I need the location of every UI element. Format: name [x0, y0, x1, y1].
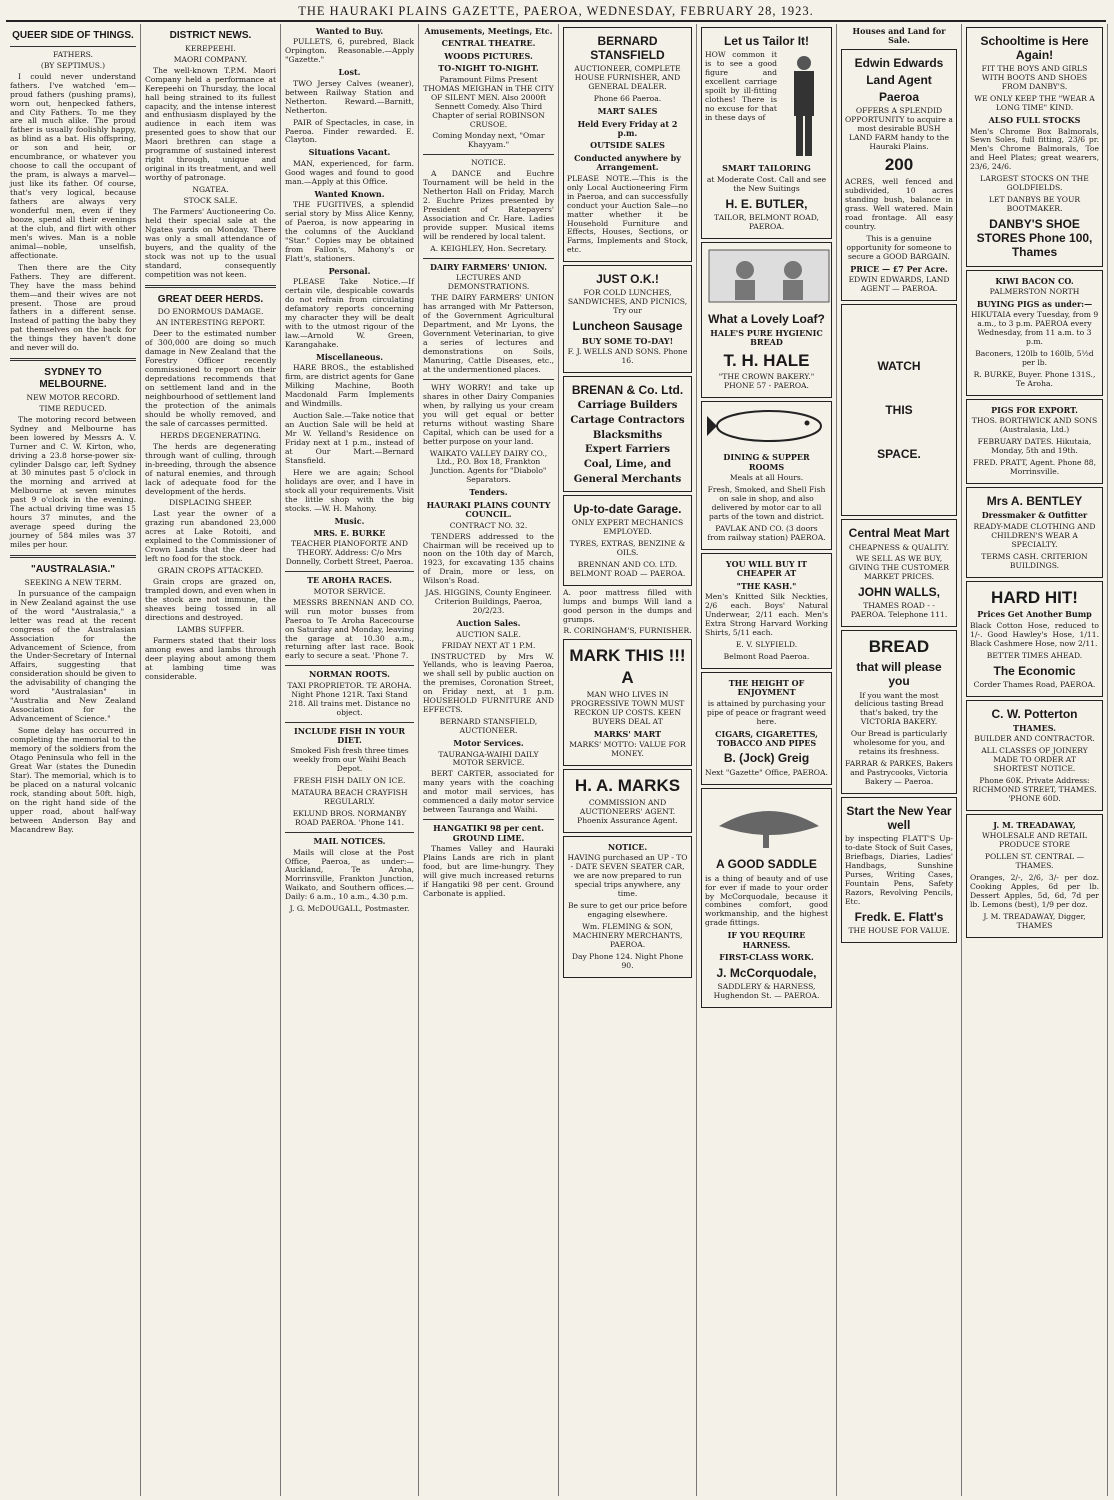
ad-text: BRENNAN AND CO. LTD. BELMONT ROAD — PAEROA. [569, 559, 686, 578]
ad-text: Corder Thames Road, PAEROA. [973, 679, 1096, 689]
ad-headline: 200 [884, 155, 914, 175]
classified-subheading: MOTOR SERVICE. [313, 586, 386, 596]
ad-text: Our Bread is particularly wholesome for you, and retains its freshness. [850, 729, 948, 757]
ad-text: HALE'S PURE HYGIENIC BREAD [710, 327, 823, 348]
ad-text: Day Phone 124. Night Phone 90. [571, 951, 684, 970]
classified-ad: INSTRUCTED by Mrs W. Yellands, who is leaving Paeroa, we shall sell by public auction on the premises, Coronation Street, on Friday next, at 1 p.m. HOUSEHOLD FURNITURE AND EFFECTS. [423, 651, 554, 715]
ad-text: Meals at all Hours. [729, 473, 804, 483]
ad-text: "THE CROWN BAKERY." PHONE 57 - PAEROA. [718, 372, 815, 391]
classified-heading: Tenders. [469, 487, 508, 498]
classified-ad: BERT CARTER, associated for many years with the coaching and motor mail services, has commenced a daily motor service between Tauranga and Waihi. [423, 769, 554, 815]
ad-danbys [966, 27, 1103, 267]
article-subhead: KEREPEEHI. [185, 43, 236, 53]
advertiser-name: Paeroa [878, 90, 920, 105]
ad-edwin-edwards [841, 49, 957, 301]
classified-ad: WHY WORRY! and take up shares in other Dairy Companies when, by rallying us your cream you will get equal or better returns without wasting Share Capital, which can be used for a better purpose on your land. [423, 382, 554, 446]
ad-text: Cartage Contractors [570, 414, 685, 426]
ad-headline: Up-to-date Garage. [573, 501, 682, 516]
advertiser-name: Edwin Edwards [854, 55, 944, 70]
ad-headline: Luncheon Sausage [572, 319, 683, 334]
article-body: Some delay has occurred in completing the memorial to the memory of the soldiers from the Otago Peninsula who fell in the Great War (states the Dunedin Star). The memorial, which is to be placed on a natural volcanic rock, standing about 50ft. high, on the right hand side of the upper road, about half-way between Anderson Bay and Macandrew Bay. [10, 726, 136, 834]
classified-ad: EKLUND BROS. NORMANBY ROAD PAEROA. 'Phone 141. [292, 809, 407, 828]
classified-ad: A. poor mattress filled with lumps and bumps Will land a good person in the dumps and grumps. [563, 587, 692, 624]
article-body: In pursuance of the campaign in New Zealand against the use of the word "Australasia," a letter was read at the recent congress of the Australasian Association for the Advancement of Science, from the Under-Secretary of Internal Affairs, suggesting that consideration should be given to the advisability of changing the word "Australasian" in "Australia and New Zealand Association for the Advancement of Science." [10, 588, 136, 724]
classified-heading: Amusements, Meetings, Etc. [424, 26, 553, 36]
ad-text: FIT THE BOYS AND GIRLS WITH BOOTS AND SHOES FROM DANBY'S. [981, 64, 1088, 92]
classified-subheading: TAURANGA-WAIHI DAILY MOTOR SERVICE. [438, 749, 539, 768]
classified-ad: HARE BROS., the established firm, are district agents for Gane Milking Machine, Booth Macdonald Farm Implements and Windmills. [285, 363, 414, 409]
advertiser-name: H. A. MARKS [574, 776, 681, 796]
ad-text: FEBRUARY DATES. Hikutaia, Monday, 5th and 19th. [977, 437, 1092, 456]
ad-text: THE HOUSE FOR VALUE. [848, 926, 950, 936]
ad-text: MAN WHO LIVES IN PROGRESSIVE TOWN MUST RECKON UP COSTS. KEEN BUYERS DEAL AT [570, 690, 685, 726]
advertiser-name: TO-NIGHT TO-NIGHT. [438, 63, 539, 74]
ad-text: Coal, Lime, and [583, 459, 672, 471]
bakery-illustration [705, 246, 833, 306]
ad-text: J. M. TREADAWAY, Digger, THAMES [983, 912, 1086, 931]
ad-kiwi-bacon [966, 270, 1103, 396]
column-3 [281, 24, 419, 1496]
ad-text: TYRES, EXTRAS, BENZINE & OILS. [569, 538, 686, 557]
classified-ad: TWO Jersey Calves (weaner), between Railway Station and Netherton. Reward.—Barnitt, Netherton. [285, 78, 414, 115]
ad-bentley [966, 487, 1103, 577]
ad-headline: PIGS FOR EXPORT. [991, 405, 1078, 416]
ad-text: WHOLESALE AND RETAIL PRODUCE STORE [982, 831, 1087, 850]
classified-ad: MAN, experienced, for farm. Good wages and found to good man.—Apply at this Office. [285, 158, 414, 186]
ad-text: PALMERSTON NORTH [989, 287, 1080, 296]
ad-text: FOR COLD LUNCHES, SANDWICHES, AND PICNICS, Try our [567, 288, 688, 316]
byline: (BY SEPTIMUS.) [40, 60, 106, 70]
ad-text: E. V. SLYFIELD. [735, 639, 798, 649]
classified-heading: Wanted to Buy. [315, 26, 384, 36]
article-body: Deer to the estimated number of 300,000 are doing so much damage in New Zealand that the Forestry Officer recently commissioned to report on their depredations recommends that on settlement land and in the neighbourhood of settlement land the protection of the animals should be wholly removed, and the sale of carcasses permitted. [145, 329, 276, 428]
classified-subheading: FRIDAY NEXT AT 1 P.M. [441, 640, 536, 650]
ad-headline: MARK THIS !!! [569, 646, 686, 666]
classified-heading: Houses and Land for Sale. [852, 26, 946, 46]
ad-text: CHEAPNESS & QUALITY. [848, 542, 950, 552]
advertiser-name: MRS. E. BURKE [313, 528, 386, 538]
ad-text: POLLEN ST. CENTRAL — THAMES. [984, 852, 1085, 871]
column-5 [559, 24, 697, 1496]
ad-text: Oranges, 2/-, 2/6, 3/- per doz. Cooking Apples, 6d per lb. Dessert Apples, 5d, 6d, 7d per lb. Lemons (best), 1/9 per doz. [970, 873, 1099, 910]
masthead: THE HAURAKI PLAINS GAZETTE, PAEROA, WEDNESDAY, FEBRUARY 28, 1923. [6, 4, 1106, 22]
ad-potterton [966, 700, 1103, 811]
ad-text: COMMISSION AND AUCTIONEERS' AGENT. Phoenix Assurance Agent. [577, 798, 678, 826]
ad-headline: Start the New Year well [846, 804, 952, 833]
advertiser-name: HAURAKI PLAINS COUNTY COUNCIL. [426, 499, 551, 520]
advertiser-name: CENTRAL THEATRE. [441, 38, 536, 49]
article-subhead: TIME REDUCED. [39, 403, 107, 413]
ad-text: Blacksmiths [592, 429, 663, 441]
ad-text: FARRAR & PARKES, Bakers and Pastrycooks, Victoria Bakery — Paeroa. [845, 759, 953, 787]
article-subhead: FATHERS. [53, 49, 93, 59]
saddle-illustration [705, 792, 833, 852]
ad-mccorquodale [701, 788, 832, 1008]
classified-heading: Music. [334, 515, 365, 526]
ad-text: Black Cotton Hose, reduced to 1/-. Good Hawley's Hose, 1/11. Black Cashmere Hose, now 2/11. [970, 620, 1099, 648]
ad-central-meat-mart [841, 519, 957, 627]
classified-ad: THE DAIRY FARMERS' UNION has arranged with Mr Patterson, of the Government Agricultural Department, and Mr Lyons, the Government Veterinarian, to give a series of lectures and demonstrations on Soils, Manuring, Cattle Diseases, etc., at the undermentioned places. [423, 293, 554, 374]
ad-headline: DINING & SUPPER ROOMS [723, 452, 810, 472]
ad-headline: that will please you [856, 660, 942, 689]
advertiser-name: KIWI BACON CO. [995, 275, 1074, 286]
ad-pavlak [701, 401, 832, 550]
ad-text: OFFERS A SPLENDID OPPORTUNITY to acquire a most desirable BUSH LAND FARM handy to the Hauraki Plains. [845, 106, 953, 152]
article-subhead: LAMBS SUFFER. [176, 624, 245, 634]
advertiser-name: J. McCorquodale, [716, 965, 817, 980]
classified-heading: Situations Vacant. [308, 147, 391, 158]
column-2 [141, 24, 281, 1496]
ad-text: Men's Chrome Box Balmorals, Sewn Soles, full fitting, 23/6 pr. Men's Chrome Balmorals, Toe and Heel Plates; great wearers, 23/6, 24/6. [970, 126, 1099, 172]
ad-text: Wm. FLEMING & SON, MACHINERY MERCHANTS, PAEROA. [572, 922, 683, 949]
ad-text: at Moderate Cost. Call and see the New Suitings [706, 174, 827, 193]
column-6 [697, 24, 837, 1496]
ad-headline: HARD HIT! [991, 587, 1078, 607]
article-body: Then there are the City Fathers. They are different. They have the mass behind them—and their wives are not present. Those are proud fathers in a different sense. Instead of patting the baby they pat themselves on the back for the things they haven't done and never will do. [10, 262, 136, 353]
fish-logo-icon [705, 405, 833, 447]
ad-text: OUTSIDE SALES [590, 140, 665, 151]
article-body: Last year the owner of a grazing run abandoned 23,000 acres at Lake Rotoiti, and explained to the Commissioner of Crown Lands that the deer had left no food for the stock. [145, 509, 276, 564]
classified-heading: TE AROHA RACES. [307, 575, 392, 586]
classified-subheading: CONTRACT NO. 32. [449, 520, 528, 530]
article-body: I could never understand fathers. I've watched 'em—proud fathers (pushing prams), worn out, henpecked fathers, and City Fathers. To me they are all much alike. The proud father is usually foolishly happy, as blind as a bat. His offspring, or son and heir, or encumbrance, or whatever you choose to call the occupant of the pram, is always a marvel—just like its father. Of course, that's very logical, because fathers are always very wonderful men, even if they booze, spend all their evenings at the club, and flirt with other men's wives. Man is a noble animal—noble, unselfish, affectionate. [10, 71, 136, 260]
ad-text: FRED. PRATT, Agent. Phone 88, Morrinsville. [972, 458, 1097, 477]
ad-garage [563, 495, 692, 586]
ad-text: ONLY EXPERT MECHANICS EMPLOYED. [571, 517, 684, 536]
article-subhead: SEEKING A NEW TERM. [24, 577, 122, 587]
ad-text: ALL CLASSES OF JOINERY MADE TO ORDER AT SHORTEST NOTICE. [981, 746, 1088, 774]
ad-marks-mart [563, 639, 692, 766]
article-headline: "AUSTRALASIA." [31, 564, 115, 576]
classified-ad: TENDERS addressed to the Chairman will be received up to noon on the 10th day of March, 1923, for excavating 135 chains of Drain, more or less, on Wilson's Road. [423, 531, 554, 586]
column-8 [962, 24, 1108, 1496]
ad-text: If you want the most delicious tasting Bread that's baked, try the VICTORIA BAKERY. [854, 690, 944, 727]
ad-headline: NOTICE. [607, 841, 648, 852]
classified-heading: Personal. [328, 265, 371, 276]
ad-text: BUYING PIGS as under:— [976, 298, 1093, 309]
article-subhead: STOCK SALE. [183, 196, 238, 206]
article-subhead: AN INTERESTING REPORT. [156, 318, 265, 328]
ad-text: Phone 60K. Private Address: RICHMOND STREET, THAMES. 'PHONE 60D. [972, 776, 1097, 804]
article-subhead: HERDS DEGENERATING. [160, 430, 261, 440]
ad-text: is a thing of beauty and of use for ever if made to your order by McCorquodale, because it combines comfort, good workmanship, and the highest grade fittings. [705, 873, 828, 928]
ad-fleming [563, 836, 692, 978]
classified-ad: MESSRS BRENNAN AND CO. will run motor busses from Paeroa to Te Aroha Racecourse on Saturday and Monday, leaving the garage at 10.30 a.m., returning after last race. Book early to secure a seat. 'Phone 7. [285, 597, 414, 661]
advertiser-name: H. E. BUTLER, [725, 196, 808, 211]
advertiser-name: T. H. HALE [723, 350, 810, 370]
classified-heading: Wanted Known. [314, 188, 385, 199]
signature: A. KEIGHLEY, Hon. Secretary. [430, 243, 547, 253]
signature: JAS. HIGGINS, County Engineer. Criterion Buildings, Paeroa, 20/2/23. [425, 588, 552, 616]
article-body: The well-known T.P.M. Maori Company held a performance at Kerepeehi on Thursday, the local hall being strained to its fullest capacity, and the intense interest and enthusiasm displayed by the audience in each item was presented goes to show that our Maori brethren can stage a programme of sustained interest right through, unique and original in its treatment, and well worthy of patronage. [145, 65, 276, 183]
ad-text: AUCTIONEER, COMPLETE HOUSE FURNISHER, AND GENERAL DEALER. [574, 64, 681, 92]
ad-headline: SPACE. [877, 447, 921, 462]
ad-text: SADDLERY & HARNESS, Hughendon St. — PAEROA. [713, 981, 820, 1000]
ad-text: THAMES. [1013, 722, 1056, 733]
classified-ad: Mails will close at the Post Office, Paeroa, as under:— Auckland, Te Aroha, Morrinsville, Frankton Junction, Waikato, and Southern offices.—Daily: 6 a.m., 10 a.m., 4.30 p.m. [285, 847, 414, 902]
article-body: Grain crops are grazed on, trampled down, and even when in the stock are not immune, the sheaves being tossed in all directions and destroyed. [145, 577, 276, 622]
classified-heading: Lost. [338, 67, 361, 78]
ad-ha-marks [563, 769, 692, 833]
classified-ad: Smoked Fish fresh three times weekly from our Waihi Beach Depot. [290, 746, 409, 774]
classified-subheading: LECTURES AND DEMONSTRATIONS. [447, 273, 530, 292]
classified-heading: Miscellaneous. [316, 351, 383, 362]
article-headline: GREAT DEER HERDS. [157, 293, 264, 305]
gentleman-illustration [780, 51, 828, 161]
ad-greig-tobacco [701, 672, 832, 785]
article-subhead: NEW MOTOR RECORD. [26, 392, 120, 402]
classified-ad: TEACHER PIANOFORTE AND THEORY. Address: C/o Mrs Donnelly, Corbett Street, Paeroa. [285, 539, 414, 567]
ad-text: Be sure to get our price before engaging elsewhere. [567, 901, 688, 920]
article-body: The Farmers' Auctioneering Co. held their special sale at the Ngatea yards on Monday. There was only a small attendance of buyers, and the quality of the stock was not up to the usual standard, consequently competition was not keen. [145, 207, 276, 279]
ad-text: Men's Knitted Silk Neckties, 2/6 each. Boys' Natural Underwear, 2/11 each. Men's Extra Strong Harvard Working Shirts, 5/11 each. [705, 592, 828, 637]
advertiser-name: BERNARD STANSFIELD [590, 34, 665, 63]
ad-text: WE ONLY KEEP THE "WEAR A LONG TIME" KIND. [974, 94, 1095, 113]
ad-text: Prices Get Another Bump [977, 609, 1092, 620]
ad-flatts [841, 797, 957, 943]
ad-the-kash [701, 553, 832, 669]
ad-text: Next "Gazette" Office, PAEROA. [705, 767, 828, 777]
article-headline: SYDNEY TO MELBOURNE. [39, 367, 107, 391]
classified-subheading: AUCTION SALE. [456, 629, 521, 639]
ad-text: HIKUTAIA every Tuesday, from 9 a.m., to 3 p.m. PAEROA every Wednesday, from 11 a.m. to 3 p.m. [970, 310, 1099, 347]
ad-text: THOS. BORTHWICK AND SONS (Australasia, Ltd.) [971, 416, 1098, 435]
classified-ad: Auction Sale.—Take notice that an Auction Sale will be held at Mr W. Yelland's Residence on Friday next at 1 p.m., instead of at Our Mart.—Bernard Stansfield. [285, 411, 414, 465]
classified-heading: Auction Sales. [456, 618, 521, 629]
ad-text: Conducted anywhere by Arrangement. [574, 152, 681, 173]
classified-ad: PAIR of Spectacles, in case, in Paeroa. Finder rewarded. E. Clayton. [285, 117, 414, 145]
classified-ad: FRESH FISH DAILY ON ICE. [293, 776, 406, 786]
signature: J. G. McDOUGALL, Postmaster. [289, 904, 410, 914]
article-body: Farmers stated that their loss among ewes and lambs through deer playing about among them at lambing time was considerable. [145, 635, 276, 681]
advertiser-name: Fredk. E. Flatt's [854, 910, 944, 924]
ad-headline: A [621, 668, 634, 688]
ad-text: R. BURKE, Buyer. Phone 131S., Te Aroha. [973, 370, 1096, 389]
article-subhead: MAORI COMPANY. [173, 54, 248, 64]
classified-ad: THE FUGITIVES, a splendid serial story by Miss Alice Kenny, of Paeroa, is now appearing in the columns of the Auckland "Star." Copies may be obtained from Fallon's, Mahony's or Flatt's, stationers. [285, 200, 414, 263]
ad-text: READY-MADE CLOTHING AND CHILDREN'S WEAR A SPECIALTY. [973, 521, 1096, 549]
advertiser-name: BRENAN & Co. Ltd. [571, 382, 684, 397]
ad-text: Fresh, Smoked, and Shell Fish on sale in shop, and also delivered by motor car to all parts of the town and district. [707, 485, 826, 521]
ad-watch-this-space [841, 304, 957, 516]
article-subhead: DO ENORMOUS DAMAGE. [157, 307, 264, 317]
advertiser-name: JOHN WALLS, [857, 585, 940, 600]
advertiser-name: B. (Jock) Greig [723, 751, 810, 766]
ad-text: HAVING purchased an UP - TO - DATE SEVEN SEATER CAR, we are now prepared to run special trips anywhere, any time. [567, 853, 688, 899]
column-1 [6, 24, 141, 1496]
ad-text: THAMES ROAD - - PAEROA. Telephone 111. [850, 601, 948, 620]
ad-text: Carriage Builders [577, 400, 678, 411]
article-headline: QUEER SIDE OF THINGS. [12, 30, 134, 41]
ad-text: This is a genuine opportunity for someone to secure a GOOD BARGAIN. [846, 233, 952, 261]
ad-headline: Schooltime is Here Again! [980, 34, 1089, 63]
classified-heading: Motor Services. [453, 738, 524, 749]
ad-text: CIGARS, CIGARETTES, TOBACCO AND PIPES [715, 728, 818, 748]
ad-text: General Merchants [573, 473, 682, 485]
article-subhead: DISPLACING SHEEP. [169, 498, 252, 508]
column-7 [837, 24, 962, 1496]
ad-text: LET DANBYS BE YOUR BOOTMAKER. [988, 195, 1081, 214]
ad-borthwick [966, 399, 1103, 484]
article-body: The motoring record between Sydney and Melbourne has been lowered by Messrs A. V. Turner and C. W. Kirton, who, driving a 23.8 horse-power six-cylinder Dalsgo car, left Sydney at 30 minutes past 5 o'clock in the morning and arrived at Melbourne at seven minutes past 9 o'clock in the evening. The actual driving time was 15 hours 37 minutes, and the average speed during the journey of 584 miles was 37 miles per hour. [10, 414, 136, 550]
ad-headline: WATCH [877, 358, 921, 373]
ad-text: BUILDER AND CONTRACTOR. [974, 734, 1095, 744]
ad-text: TAILOR, BELMONT ROAD, PAEROA. [714, 212, 819, 231]
ad-text: LARGEST STOCKS ON THE GOLDFIELDS. [980, 174, 1089, 193]
article-body: The herds are degenerating through want of culling, through in-breeding, through the absence of natural enemies, and through lack of adequate food for the development of the herds. [145, 441, 276, 496]
article-subhead: NGATEA. [192, 185, 229, 195]
ad-text: MARKS' MOTTO: VALUE FOR MONEY. [569, 740, 686, 759]
classified-ad: PULLETS, 6, purebred, Black Orpington. Reasonable.—Apply "Gazette." [285, 37, 414, 65]
ad-text: MARKS' MART [593, 728, 662, 739]
ad-headline: "THE KASH." [736, 580, 797, 591]
ad-headline: THE HEIGHT OF ENJOYMENT [728, 677, 805, 698]
ad-text: WE SELL AS WE BUY, GIVING THE CUSTOMER MARKET PRICES. [848, 554, 950, 582]
ad-text: Baconers, 120lb to 160lb, 5½d per lb. [975, 349, 1094, 368]
classified-heading: MAIL NOTICES. [313, 836, 386, 847]
advertiser-name: C. W. Potterton [991, 706, 1078, 721]
classified-ad: Paramount Films Present THOMAS MEIGHAN in THE CITY OF SILENT MEN. Also 2000ft Sennett Comedy. Also Third Chapter of serial ROBINSON CRUSOE. [423, 74, 554, 129]
advertiser-name: Central Meat Mart [848, 526, 950, 541]
advertiser-name: NORMAN ROOTS. [309, 669, 390, 680]
ad-text: TERMS CASH. CRITERION BUILDINGS. [981, 551, 1088, 570]
ad-headline: BREAD [868, 637, 930, 657]
ad-economic [966, 581, 1103, 697]
classified-ad: A DANCE and Euchre Tournament will be held in the Netherton Hall on Friday, March 2. Euchre Prizes presented by President of Ratepayers' Association and Cr. Hare. Ladies provide supper. Musical items will be rendered by local talent. [423, 169, 554, 241]
ad-headline: JUST O.K.! [596, 272, 659, 287]
ad-treadaway [966, 814, 1103, 938]
ad-text: PLEASE NOTE.—This is the only Local Auctioneering Firm in Paeroa, and can successfully conduct your Auction Sale—no matter whether it be Household Furniture and Effects, Houses, Sections, or Farms, Implements and Stock, etc. [567, 173, 688, 255]
ad-text: ACRES, well fenced and subdivided, 10 acres standing bush, balance in grass. Well watered. Main road frontage. All easy country. [845, 176, 953, 231]
advertiser-name: J. M. TREADAWAY, [993, 820, 1076, 830]
advertiser-name: The Economic [993, 663, 1076, 678]
ad-stansfield [563, 27, 692, 262]
ad-brenan [563, 376, 692, 492]
ad-text: BUY SOME TO-DAY! [581, 335, 674, 346]
classified-subheading: NOTICE. [471, 158, 506, 168]
ad-text: EDWIN EDWARDS, LAND AGENT — PAEROA. [848, 274, 950, 293]
ad-text: SMART TAILORING [722, 163, 811, 174]
ad-text: IF YOU REQUIRE HARNESS. [727, 930, 806, 950]
ad-hale-bakery [701, 242, 832, 399]
signature: WAIKATO VALLEY DAIRY CO., Ltd., P.O. Box 18, Frankton Junction. Agents for "Diabolo" Separators. [429, 448, 548, 485]
ad-text: ALSO FULL STOCKS [988, 115, 1081, 126]
column-4 [419, 24, 559, 1496]
advertiser-name: HANGATIKI 98 per cent. GROUND LIME. [433, 823, 544, 843]
advertiser-name: WOODS PICTURES. [444, 50, 533, 61]
ad-text: MART SALES [597, 106, 658, 117]
ad-text: PRICE — £7 Per Acre. [850, 263, 948, 274]
classified-ad: Coming Monday next, "Omar Khayyam." [432, 131, 545, 150]
ad-headline: What a Lovely Loaf? [708, 311, 825, 326]
classified-ad: Here we are again; School holidays are over, and I have in stock all your requirements. Visit the little shop with the big stocks. —W. H. Mahony. [285, 467, 414, 513]
ad-text: PAVLAK AND CO. (3 doors from railway station) PAEROA. [707, 523, 826, 542]
article-headline: DISTRICT NEWS. [169, 30, 252, 41]
ad-text: BETTER TIMES AHEAD. [986, 650, 1083, 660]
ad-text: Held Every Friday at 2 p.m. [577, 118, 678, 138]
ad-victoria-bakery [841, 630, 957, 794]
classified-ad: MATAURA BEACH CRAYFISH REGULARLY. [291, 788, 408, 807]
classified-ad: Thames Valley and Hauraki Plains Lands are rich in plant food, but are lime-hungry. They will give much increased returns if Hangatiki 98 per cent. Ground Carbonate is applied. [423, 844, 554, 898]
ad-text: HOW common it is to see a good figure and excellent carriage spoilt by ill-fitting clothes! There is no excuse for that in these days of [705, 50, 777, 122]
ad-headline: THIS [885, 403, 913, 418]
classified-ad: PLEASE Take Notice.—If certain vile, despicable cowards do not refrain from circulating defamatory reports concerning my character they will be dealt with to the utmost rigour of the law.—Arnold W. Green, Karangahake. [285, 277, 414, 349]
classified-ad: TAXI PROPRIETOR. TE AROHA. Night Phone 121R. Taxi Stand 218. All trains met. Distance no object. [287, 680, 412, 717]
advertiser-name: INCLUDE FISH IN YOUR DIET. [293, 725, 406, 746]
ad-text: Belmont Road Paeroa. [723, 651, 810, 661]
advertiser-name: DAIRY FARMERS' UNION. [429, 261, 548, 272]
ad-text: is attained by purchasing your pipe of peace or fragrant weed here. [706, 698, 827, 726]
advertiser-name: Mrs A. BENTLEY [986, 494, 1083, 509]
ad-headline: A GOOD SADDLE [716, 857, 817, 872]
signature: R. CORINGHAM'S, FURNISHER. [563, 626, 692, 636]
ad-headline: Let us Tailor It! [723, 34, 810, 48]
ad-text: Phone 66 Paeroa. [593, 94, 662, 104]
ad-text: FIRST-CLASS WORK. [719, 952, 814, 963]
ad-text: Dressmaker & Outfitter [981, 510, 1088, 521]
ad-text: F. J. WELLS AND SONS. Phone 16. [567, 346, 688, 365]
advertiser-name: Land Agent [866, 73, 932, 88]
advertiser-name: DANBY'S SHOE STORES Phone 100, Thames [976, 217, 1093, 260]
ad-text: Expert Farriers [585, 444, 670, 456]
ad-butler-tailor [701, 27, 832, 239]
ad-text: by inspecting FLATT'S Up-to-date Stock of Suit Cases, Briefbags, Diaries, Ladies' Handbags, Sunshine Purses, Writing Cases, Fountain Pens, Safety Razors, Revolving Pencils, Etc. [845, 834, 953, 907]
article-subhead: GRAIN CROPS ATTACKED. [157, 566, 264, 576]
signature: BERNARD STANSFIELD, AUCTIONEER. [439, 717, 538, 736]
ad-headline: YOU WILL BUY IT CHEAPER AT [725, 558, 808, 579]
ad-luncheon-sausage [563, 265, 692, 373]
